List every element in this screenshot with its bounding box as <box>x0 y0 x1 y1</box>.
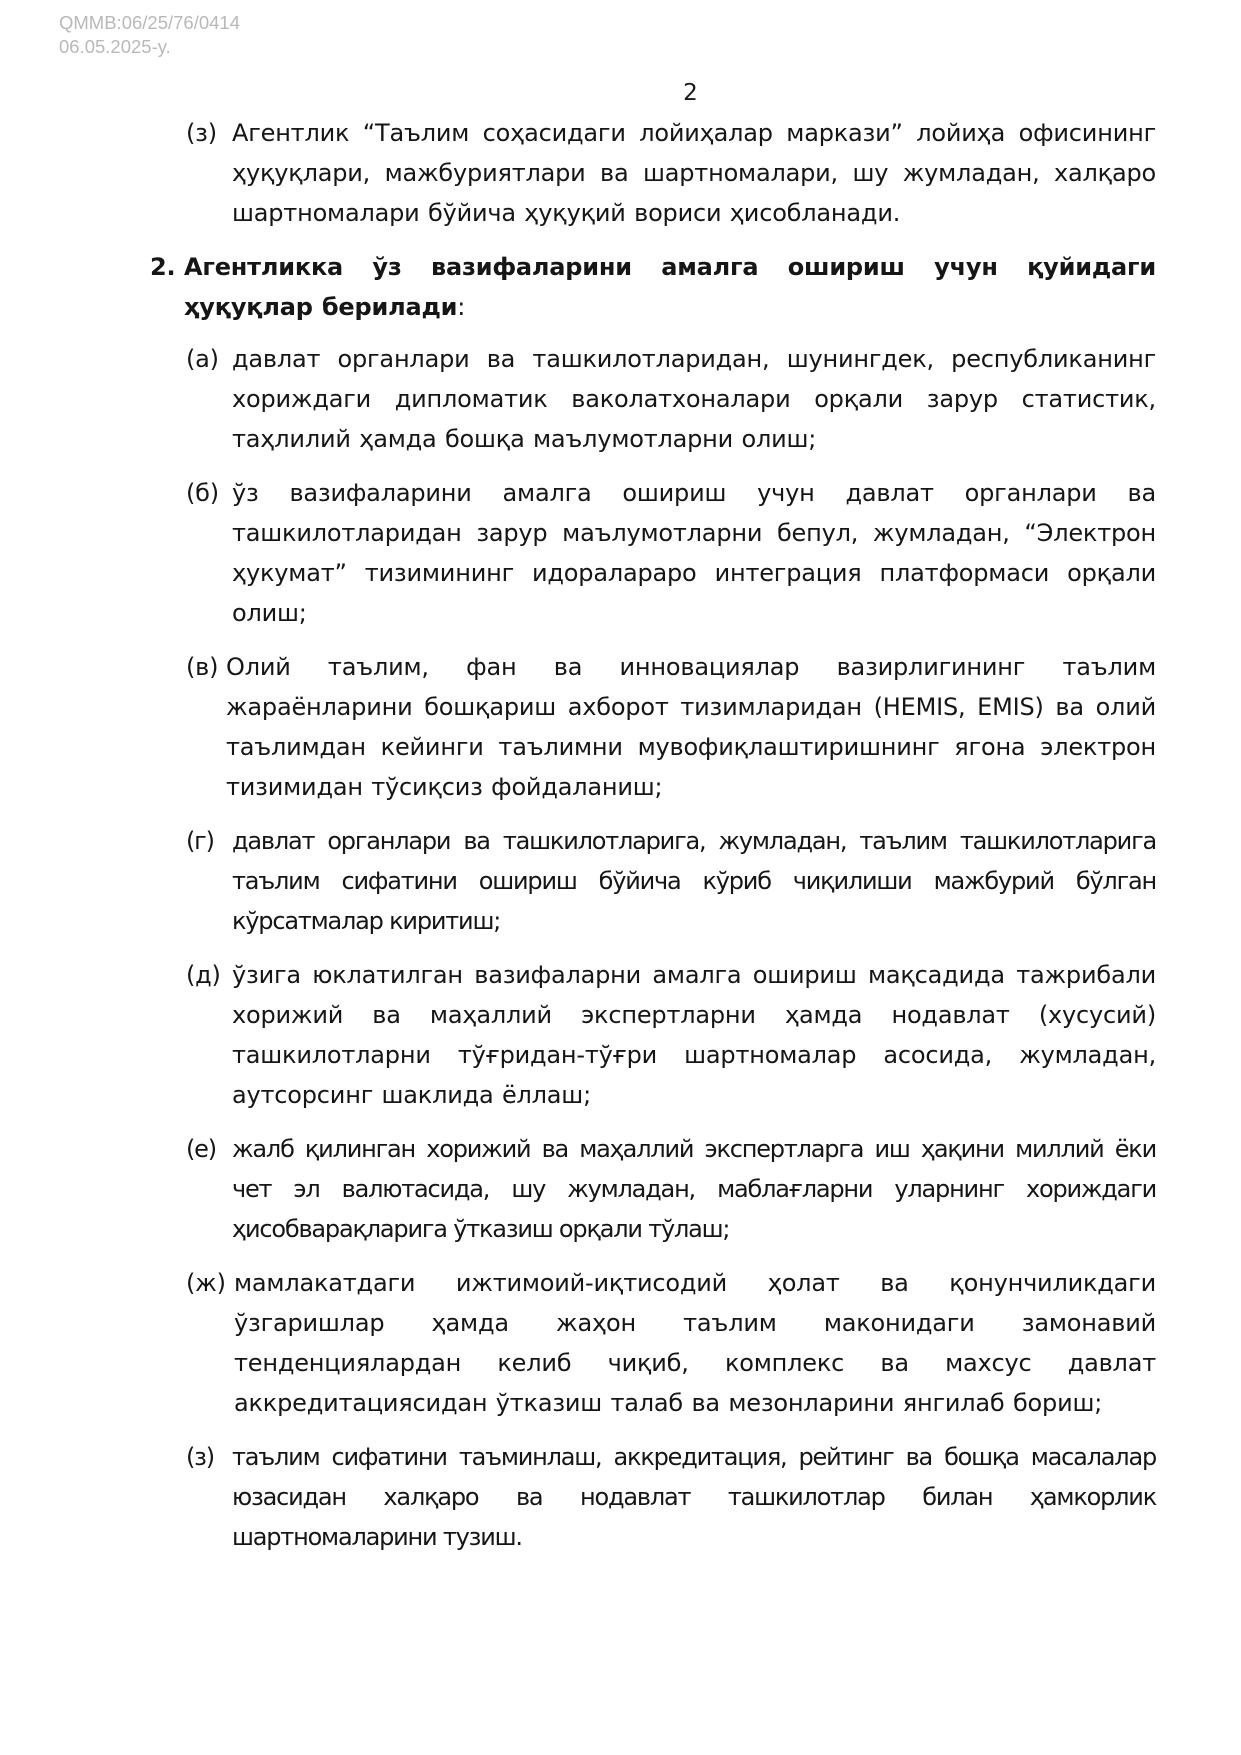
subitem-label: (б) <box>186 479 219 507</box>
subitem-z <box>186 1437 1156 1557</box>
subitem-text: мамлакатдаги ижтимоий-иқтисодий ҳолат ва қонунчиликдаги ўзгаришлар ҳамда жаҳон таълим маконидаги замонавий тенденциялардан келиб чиқиб, комплекс ва махсус давлат аккредитациясидан ўтказиш талаб ва мезонларини янгилаб бориш; <box>234 1269 1156 1417</box>
subitem-text: таълим сифатини таъминлаш, аккредитация, рейтинг ва бошқа масалалар юзасидан халқаро ва нодавлат ташкилотлар билан ҳамкорлик шартномаларини тузиш. <box>232 1443 1156 1551</box>
subitem-label: (з) <box>186 119 217 147</box>
registration-date: 06.05.2025-y. <box>59 36 171 57</box>
document-body <box>150 113 1156 1571</box>
subitem-z-continued <box>186 113 1156 233</box>
subitem-text: Олий таълим, фан ва инновациялар вазирлигининг таълим жараёнларини бошқариш ахборот тизимларидан (HEMIS, EMIS) ва олий таълимдан кейинги таълимни мувофиқлаштиришнинг ягона электрон тизимидан тўсиқсиз фойдаланиш; <box>226 653 1156 801</box>
section-2-heading <box>150 247 1156 327</box>
section-heading-colon: : <box>457 293 466 321</box>
page-number: 2 <box>683 80 698 106</box>
subitem-text: жалб қилинган хорижий ва маҳаллий экспертларга иш ҳақини миллий ёки чет эл валютасида, шу жумладан, маблағларни уларнинг хориждаги ҳисобварақларига ўтказиш орқали тўлаш; <box>232 1135 1156 1243</box>
section-number: 2. <box>150 253 176 281</box>
subitem-text: ўзига юклатилган вазифаларни амалга ошириш мақсадида тажрибали хорижий ва маҳаллий экспертларни ҳамда нодавлат (хусусий) ташкилотларни тўғридан-тўғри шартномалар асосида, жумладан, аутсорсинг шаклида ёллаш; <box>232 961 1156 1109</box>
subitem-text: Агентлик “Таълим соҳасидаги лойиҳалар маркази” лойиҳа офисининг ҳуқуқлари, мажбуриятлари ва шартномалари, шу жумладан, халқаро шартномалари бўйича ҳуқуқий вориси ҳисобланади. <box>232 119 1156 227</box>
subitem-a <box>186 339 1156 459</box>
subitem-label: (в) <box>186 653 219 681</box>
subitem-e <box>186 1129 1156 1249</box>
subitem-text: давлат органлари ва ташкилотларидан, шунингдек, республиканинг хориждаги дипломатик ваколатхоналари орқали зарур статистик, таҳлилий ҳамда бошқа маълумотларни олиш; <box>232 345 1156 453</box>
subitem-label: (ж) <box>186 1269 226 1297</box>
subitem-v <box>186 647 1156 807</box>
subitem-g <box>186 821 1156 941</box>
subitem-label: (е) <box>186 1135 216 1163</box>
subitem-label: (а) <box>186 345 219 373</box>
registration-number: QMMB:06/25/76/0414 <box>59 12 240 33</box>
subitem-text: давлат органлари ва ташкилотларига, жумладан, таълим ташкилотларига таълим сифатини ошириш бўйича кўриб чиқилиши мажбурий бўлган кўрсатмалар киритиш; <box>232 827 1156 935</box>
subitem-label: (з) <box>186 1443 214 1471</box>
registration-stamp <box>59 11 240 59</box>
section-heading-text: Агентликка ўз вазифаларини амалга ошириш учун қуйидаги ҳуқуқлар берилади <box>184 253 1156 321</box>
subitem-text: ўз вазифаларини амалга ошириш учун давлат органлари ва ташкилотларидан зарур маълумотларни бепул, жумладан, “Электрон ҳукумат” тизимининг идоралараро интеграция платформаси орқали олиш; <box>232 479 1156 627</box>
subitem-b <box>186 473 1156 633</box>
subitem-label: (д) <box>186 961 221 989</box>
subitem-label: (г) <box>186 827 214 855</box>
subitem-zh <box>186 1263 1156 1423</box>
subitem-d <box>186 955 1156 1115</box>
